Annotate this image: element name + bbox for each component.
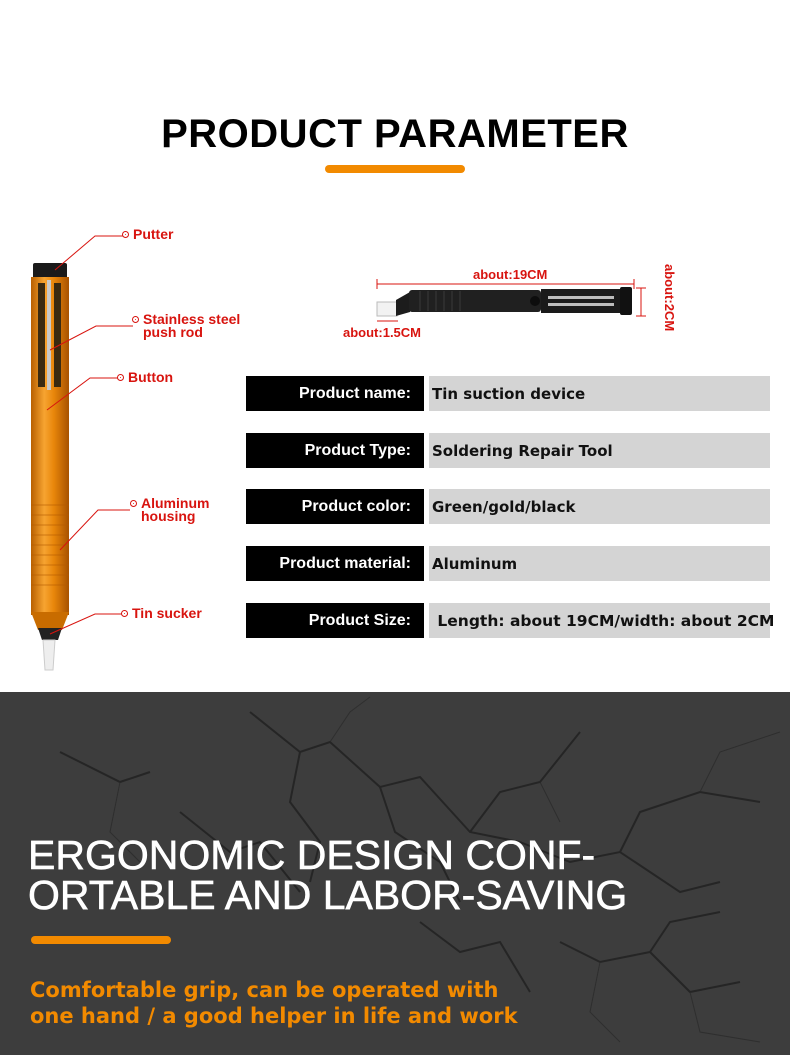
param-label: Product Type: [246,433,424,468]
param-row [246,546,770,581]
callout-button-label: Button [128,369,174,385]
feature-underline [31,936,171,944]
param-value: Length: about 19CM/width: about 2CM [429,603,770,638]
param-value: Green/gold/black [429,489,770,524]
feature-headline [28,832,768,918]
ergonomic-feature-section [0,692,790,1055]
callout-tin-sucker-label: Tin sucker [132,605,202,621]
callout-push-rod-label-2: push rod [143,324,203,340]
dimension-width: about:2CM [662,264,677,332]
dimension-tip: about:1.5CM [343,325,421,340]
callout-dot-icon [132,316,139,323]
feature-subtitle-line-2: one hand / a good helper in life and work [30,1004,518,1028]
param-row [246,603,775,638]
callout-button [128,370,173,384]
callout-tin-sucker [132,606,202,620]
callout-housing [141,496,209,523]
param-value: Tin suction device [429,376,770,411]
callout-housing-label-2: housing [141,508,196,524]
param-label: Product Size: [246,603,424,638]
callout-putter [133,227,173,241]
callout-push-rod [143,312,240,339]
callout-dot-icon [121,610,128,617]
param-value: Aluminum [429,546,770,581]
callout-putter-label: Putter [133,226,174,242]
param-label: Product color: [246,489,424,524]
callout-dot-icon [117,374,124,381]
param-row [246,376,770,411]
param-row [246,433,770,468]
param-value: Soldering Repair Tool [429,433,770,468]
page-title: PRODUCT PARAMETER [161,112,629,156]
callout-push-rod-label-1: Stainless steel [143,311,241,327]
feature-headline-line-2: ORTABLE AND LABOR-SAVING [28,872,628,918]
feature-headline-line-1: ERGONOMIC DESIGN CONF- [28,832,596,878]
feature-subtitle [30,977,770,1029]
param-label: Product material: [246,546,424,581]
callout-housing-label-1: Aluminum [141,495,210,511]
dimension-length: about:19CM [473,267,548,282]
callout-dot-icon [130,500,137,507]
callout-dot-icon [122,231,129,238]
param-row [246,489,770,524]
feature-subtitle-line-1: Comfortable grip, can be operated with [30,978,499,1002]
param-label: Product name: [246,376,424,411]
